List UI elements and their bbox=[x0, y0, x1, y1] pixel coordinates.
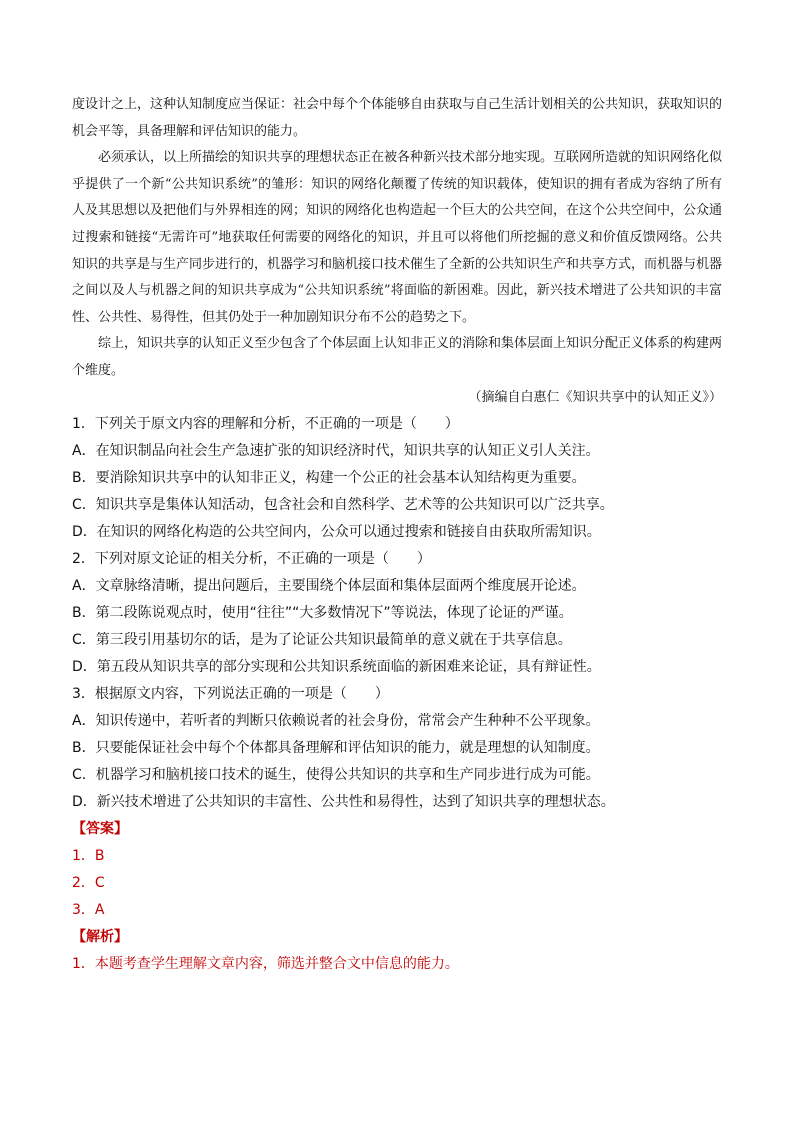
passage-paragraph-1: 度设计之上，这种认知制度应当保证：社会中每个个体能够自由获取与自己生活计划相关的公共知识，获取知识的机会平等，具备理解和评估知识的能力。 bbox=[72, 97, 723, 139]
document-page bbox=[72, 92, 722, 978]
passage-paragraph-3: 综上，知识共享的认知正义至少包含了个体层面上认知非正义的消除和集体层面上知识分配正义体系的构建两个维度。 bbox=[72, 336, 723, 378]
question-stem: 1．下列关于原文内容的理解和分析，不正确的一项是（ ） bbox=[72, 415, 459, 432]
analysis-item-1: 1．本题考查学生理解文章内容，筛选并整合文中信息的能力。 bbox=[72, 955, 459, 972]
option-a: A．知识传递中，若听者的判断只依赖说者的社会身份，常常会产生种种不公平现象。 bbox=[72, 712, 600, 729]
answer-item-3: 3．A bbox=[72, 901, 105, 918]
option-b: B．要消除知识共享中的认知非正义，构建一个公正的社会基本认知结构更为重要。 bbox=[72, 469, 586, 486]
answer-label: 【答案】 bbox=[72, 820, 128, 837]
question-2 bbox=[72, 546, 722, 681]
option-a: A．文章脉络清晰，提出问题后，主要围绕个体层面和集体层面两个维度展开论述。 bbox=[72, 577, 586, 594]
answer-item-1: 1．B bbox=[72, 847, 105, 864]
option-d: D．在知识的网络化构造的公共空间内，公众可以通过搜索和链接自由获取所需知识。 bbox=[72, 523, 601, 540]
question-stem: 2．下列对原文论证的相关分析，不正确的一项是（ ） bbox=[72, 550, 431, 567]
question-1 bbox=[72, 411, 722, 546]
option-d: D．新兴技术增进了公共知识的丰富性、公共性和易得性，达到了知识共享的理想状态。 bbox=[72, 793, 615, 810]
passage-paragraph-2: 必须承认，以上所描绘的知识共享的理想状态正在被各种新兴技术部分地实现。互联网所造就的知识网络化似乎提供了一个新“公共知识系统”的雏形：知识的网络化颠覆了传统的知识载体，使知识的拥有者成为容纳了所有人及其思想以及把他们与外界相连的网；知识的网络化也构造起一个巨大的公共空间，在这个公共空间中，公众通过搜索和链接“无需许可”地获取任何需要的网络化的知识，并且可以将他们所挖掘的意义和价值反馈网络。公共知识的共享是与生产同步进行的，机器学习和脑机接口技术催生了全新的公共知识生产和共享方式，而机器与机器之间以及人与机器之间的知识共享成为“公共知识系统”将面临的新困难。因此，新兴技术增进了公共知识的丰富性、公共性、易得性，但其仍处于一种加剧知识分布不公的趋势之下。 bbox=[72, 150, 723, 325]
option-b: B．只要能保证社会中每个个体都具备理解和评估知识的能力，就是理想的认知制度。 bbox=[72, 739, 600, 756]
question-stem: 3．根据原文内容，下列说法正确的一项是（ ） bbox=[72, 685, 389, 702]
option-a: A．在知识制品向社会生产急速扩张的知识经济时代，知识共享的认知正义引人关注。 bbox=[72, 442, 600, 459]
option-c: C．第三段引用基切尔的话，是为了论证公共知识最简单的意义就在于共享信息。 bbox=[72, 631, 572, 648]
option-d: D．第五段从知识共享的部分实现和公共知识系统面临的新困难来论证，具有辩证性。 bbox=[72, 658, 601, 675]
option-c: C．知识共享是集体认知活动，包含社会和自然科学、艺术等的公共知识可以广泛共享。 bbox=[72, 496, 614, 513]
question-3 bbox=[72, 681, 722, 816]
answer-item-2: 2．C bbox=[72, 874, 105, 891]
option-c: C．机器学习和脑机接口技术的诞生，使得公共知识的共享和生产同步进行成为可能。 bbox=[72, 766, 600, 783]
passage-source: （摘编自白惠仁《知识共享中的认知正义》） bbox=[468, 389, 722, 405]
option-b: B．第二段陈说观点时，使用“往往”“大多数情况下”等说法，体现了论证的严谨。 bbox=[72, 604, 573, 621]
analysis-label: 【解析】 bbox=[72, 928, 128, 945]
